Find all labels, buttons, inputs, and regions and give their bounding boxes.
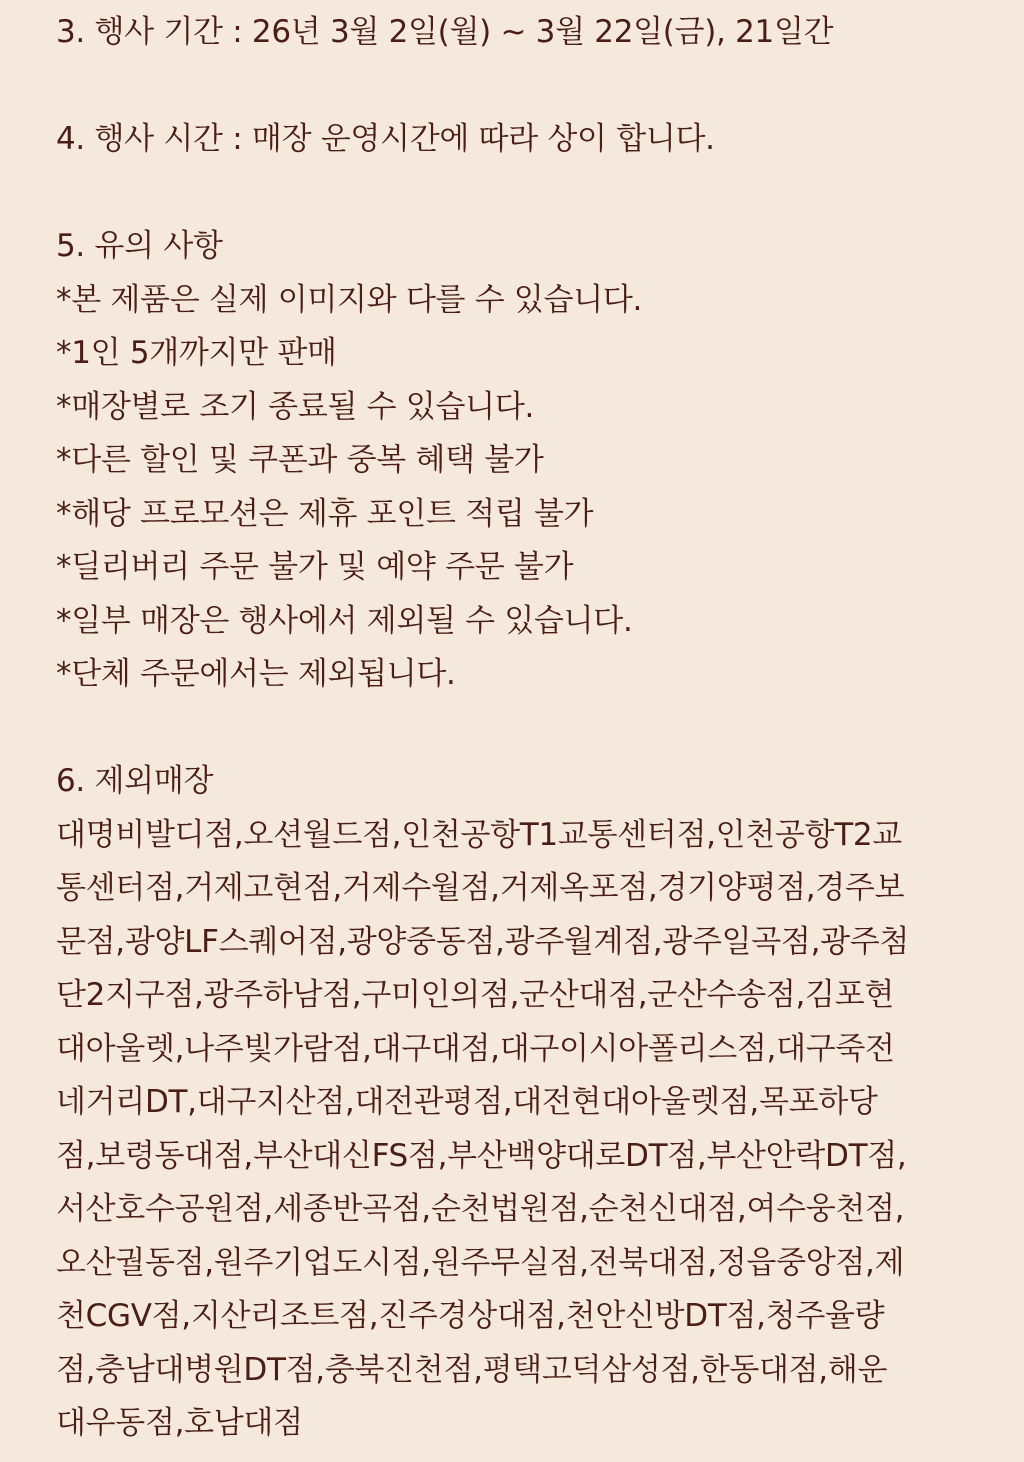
- spacer: [56, 167, 984, 221]
- note-item: *매장별로 조기 종료될 수 있습니다.: [56, 388, 535, 425]
- note-item: *해당 프로모션은 제휴 포인트 적립 불가: [56, 495, 594, 532]
- note-item: *딜리버리 주문 불가 및 예약 주문 불가: [56, 549, 574, 585]
- note-item: *1인 5개까지만 판매: [56, 335, 337, 371]
- store-list-line: 점,충남대병원DT점,충북진천점,평택고덕삼성점,한동대점,해운: [56, 1351, 888, 1388]
- store-list-line: 대명비발디점,오션월드점,인천공항T1교통센터점,인천공항T2교: [56, 816, 902, 853]
- excluded-stores-section: [56, 755, 984, 1451]
- store-list-line: 서산호수공원점,세종반곡점,순천법원점,순천신대점,여수웅천점,: [56, 1191, 905, 1227]
- note-item: *일부 매장은 행사에서 제외될 수 있습니다.: [56, 602, 633, 639]
- note-item: *다른 할인 및 쿠폰과 중복 혜택 불가: [56, 442, 544, 478]
- store-list-line: 문점,광양LF스퀘어점,광양중동점,광주월계점,광주일곡점,광주첨: [56, 923, 910, 960]
- spacer: [56, 60, 984, 114]
- store-list-line: 네거리DT,대구지산점,대전관평점,대전현대아울렛점,목포하당: [56, 1084, 878, 1120]
- store-list-line: 단2지구점,광주하남점,구미인의점,군산대점,군산수송점,김포현: [56, 977, 894, 1013]
- event-period: 3. 행사 기간 : 26년 3월 2일(월) ~ 3월 22일(금), 21일간: [56, 14, 834, 50]
- store-list-line: 점,보령동대점,부산대신FS점,부산백양대로DT점,부산안락DT점,: [56, 1137, 907, 1174]
- store-list-line: 대아울렛,나주빛가람점,대구대점,대구이시아폴리스점,대구죽전: [56, 1030, 895, 1067]
- store-list-line: 대우동점,호남대점: [56, 1405, 303, 1441]
- excluded-stores-heading: 6. 제외매장: [56, 763, 214, 799]
- event-time: 4. 행사 시간 : 매장 운영시간에 따라 상이 합니다.: [56, 121, 715, 157]
- note-item: *단체 주문에서는 제외됩니다.: [56, 656, 456, 692]
- store-list-line: 오산궐동점,원주기업도시점,원주무실점,전북대점,정읍중앙점,제: [56, 1244, 905, 1281]
- spacer: [56, 702, 984, 756]
- note-item: *본 제품은 실제 이미지와 다를 수 있습니다.: [56, 281, 643, 318]
- notes-heading: 5. 유의 사항: [56, 228, 223, 264]
- notes-section: [56, 220, 984, 702]
- store-list-line: 천CGV점,지산리조트점,진주경상대점,천안신방DT점,청주율량: [56, 1298, 885, 1334]
- store-list-line: 통센터점,거제고현점,거제수월점,거제옥포점,경기양평점,경주보: [56, 870, 905, 906]
